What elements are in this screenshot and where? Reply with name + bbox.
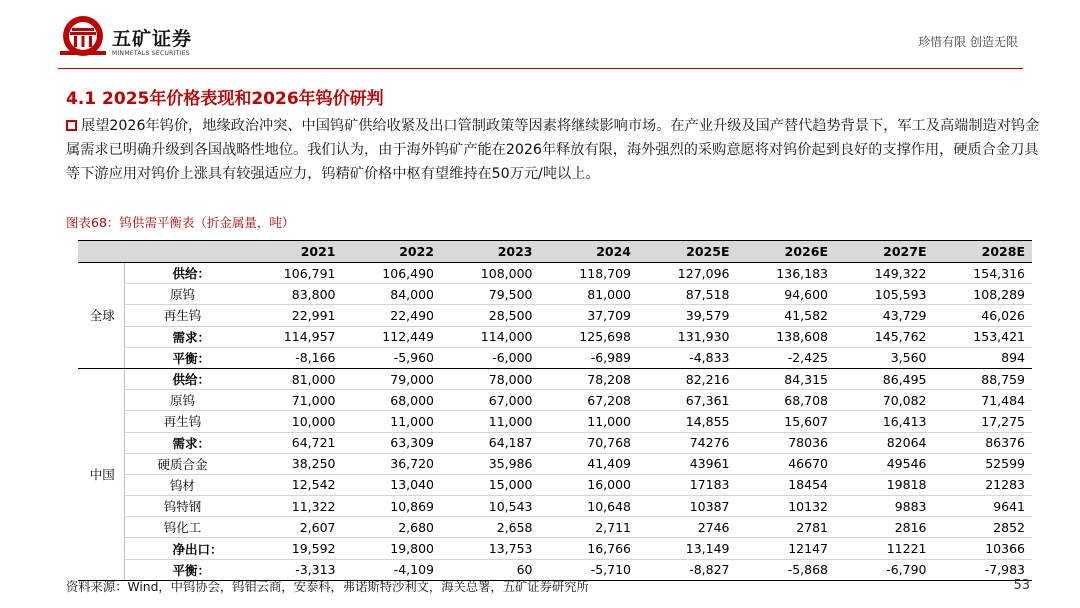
value-cell: 36,720 (343, 453, 442, 474)
bullet-square-icon (66, 120, 77, 131)
value-cell: 87,518 (638, 284, 737, 305)
tungsten-balance-table (78, 240, 1032, 581)
value-cell: 11,000 (441, 411, 540, 432)
value-cell: -5,710 (540, 559, 639, 580)
row-label: 需求： (124, 326, 244, 347)
value-cell: 15,000 (441, 474, 540, 495)
row-label-text: 钨材 (169, 477, 195, 493)
row-label-text: 再生钨 (163, 414, 202, 430)
table-row (78, 474, 1032, 495)
value-cell: 15,607 (737, 411, 836, 432)
table-row (78, 411, 1032, 432)
value-cell: 46670 (737, 453, 836, 474)
value-cell: 11221 (835, 538, 934, 559)
value-cell: -7,983 (934, 559, 1033, 580)
table-header-row (78, 241, 1032, 263)
value-cell: -5,960 (343, 347, 442, 368)
value-cell: 35,986 (441, 453, 540, 474)
value-cell: 2,658 (441, 517, 540, 538)
value-cell: 86376 (934, 432, 1033, 453)
value-cell: 12,542 (244, 474, 343, 495)
value-cell: 71,484 (934, 390, 1033, 411)
value-cell: 22,490 (343, 305, 442, 326)
row-label: 净出口： (124, 538, 244, 559)
value-cell: -5,868 (737, 559, 836, 580)
row-label (124, 474, 244, 495)
value-cell: 114,000 (441, 326, 540, 347)
source-note: 资料来源：Wind，中钨协会，钨钼云商，安泰科，弗诺斯特沙利文，海关总署，五矿证券研究所 (66, 580, 589, 594)
table-row (78, 496, 1032, 517)
value-cell: 10132 (737, 496, 836, 517)
value-cell: 67,361 (638, 390, 737, 411)
value-cell: -8,827 (638, 559, 737, 580)
section-title: 4.1 2025年价格表现和2026年钨价研判 (66, 89, 384, 109)
value-cell: 46,026 (934, 305, 1033, 326)
value-cell: -6,989 (540, 347, 639, 368)
row-label (124, 284, 244, 305)
value-cell: 17183 (638, 474, 737, 495)
value-cell: 22,991 (244, 305, 343, 326)
header-year: 2021 (244, 241, 343, 263)
value-cell: 2816 (835, 517, 934, 538)
summary-text: 展望2026年钨价，地缘政治冲突、中国钨矿供给收紧及出口管制政策等因素将继续影响市场。在产业升级及国产替代趋势背景下，军工及高端制造对钨金属需求已明确升级到各国战略性地位。我们认为，由于海外钨矿产能在2026年释放有限，海外强烈的采购意愿将对钨价起到良好的支撑作用，硬质合金刀具等下游应用对钨价上涨具有较强适应力，钨精矿价格中枢有望维持在50万元/吨以上。 (66, 118, 1040, 182)
value-cell: 125,698 (540, 326, 639, 347)
value-cell: 43,729 (835, 305, 934, 326)
value-cell: -4,833 (638, 347, 737, 368)
value-cell: 149,322 (835, 263, 934, 284)
value-cell: 10,869 (343, 496, 442, 517)
value-cell: 136,183 (737, 263, 836, 284)
value-cell: 3,560 (835, 347, 934, 368)
brand-name: 五矿证券 (112, 28, 193, 50)
value-cell: 13,040 (343, 474, 442, 495)
value-cell: 67,208 (540, 390, 639, 411)
value-cell: 63,309 (343, 432, 442, 453)
table-row (78, 263, 1032, 284)
value-cell: 41,409 (540, 453, 639, 474)
value-cell: 43961 (638, 453, 737, 474)
value-cell: 71,000 (244, 390, 343, 411)
value-cell: 83,800 (244, 284, 343, 305)
header-year: 2026E (737, 241, 836, 263)
value-cell: 74276 (638, 432, 737, 453)
summary-paragraph (66, 114, 1041, 186)
value-cell: 14,855 (638, 411, 737, 432)
header-divider (58, 68, 1023, 69)
value-cell: 79,500 (441, 284, 540, 305)
row-label (124, 305, 244, 326)
header-blank (124, 241, 244, 263)
value-cell: 82064 (835, 432, 934, 453)
row-label-text: 原钨 (169, 393, 195, 409)
row-label-text: 再生钨 (163, 308, 202, 324)
value-cell: 105,593 (835, 284, 934, 305)
value-cell: 79,000 (343, 368, 442, 389)
value-cell: 10,543 (441, 496, 540, 517)
row-label: 供给： (124, 263, 244, 284)
table-row (78, 368, 1032, 389)
value-cell: -3,313 (244, 559, 343, 580)
value-cell: 106,490 (343, 263, 442, 284)
value-cell: 18454 (737, 474, 836, 495)
value-cell: 64,721 (244, 432, 343, 453)
value-cell: -6,000 (441, 347, 540, 368)
value-cell: 114,957 (244, 326, 343, 347)
region-label: 中国 (78, 368, 124, 580)
table-body (78, 263, 1032, 581)
value-cell: 10,648 (540, 496, 639, 517)
value-cell: 86,495 (835, 368, 934, 389)
value-cell: 2746 (638, 517, 737, 538)
header-year: 2022 (343, 241, 442, 263)
value-cell: 67,000 (441, 390, 540, 411)
value-cell: 21283 (934, 474, 1033, 495)
table-row (78, 284, 1032, 305)
value-cell: 64,187 (441, 432, 540, 453)
value-cell: 2852 (934, 517, 1033, 538)
value-cell: 10,000 (244, 411, 343, 432)
value-cell: 138,608 (737, 326, 836, 347)
table-row (78, 538, 1032, 559)
region-label: 全球 (78, 263, 124, 369)
value-cell: 81,000 (540, 284, 639, 305)
row-label (124, 411, 244, 432)
value-cell: 16,000 (540, 474, 639, 495)
value-cell: 106,791 (244, 263, 343, 284)
value-cell: 894 (934, 347, 1033, 368)
value-cell: 41,582 (737, 305, 836, 326)
value-cell: 11,322 (244, 496, 343, 517)
value-cell: 9883 (835, 496, 934, 517)
minmetals-logo-icon (58, 14, 108, 58)
header-year: 2025E (638, 241, 737, 263)
value-cell: 16,413 (835, 411, 934, 432)
header-blank (78, 241, 124, 263)
row-label (124, 390, 244, 411)
value-cell: 88,759 (934, 368, 1033, 389)
value-cell: 9641 (934, 496, 1033, 517)
value-cell: 68,000 (343, 390, 442, 411)
value-cell: 17,275 (934, 411, 1033, 432)
row-label: 平衡： (124, 559, 244, 580)
value-cell: 19818 (835, 474, 934, 495)
header-year: 2024 (540, 241, 639, 263)
value-cell: 2,680 (343, 517, 442, 538)
value-cell: 70,082 (835, 390, 934, 411)
value-cell: 127,096 (638, 263, 737, 284)
row-label-text: 原钨 (169, 287, 195, 303)
row-label (124, 517, 244, 538)
value-cell: 78036 (737, 432, 836, 453)
row-label: 平衡： (124, 347, 244, 368)
value-cell: -6,790 (835, 559, 934, 580)
value-cell: 52599 (934, 453, 1033, 474)
value-cell: 94,600 (737, 284, 836, 305)
value-cell: 10387 (638, 496, 737, 517)
value-cell: 28,500 (441, 305, 540, 326)
value-cell: 11,000 (540, 411, 639, 432)
value-cell: 68,708 (737, 390, 836, 411)
row-label (124, 496, 244, 517)
row-label-text: 硬质合金 (157, 456, 208, 472)
page-number: 53 (1013, 578, 1030, 593)
value-cell: 153,421 (934, 326, 1033, 347)
value-cell: 78,208 (540, 368, 639, 389)
value-cell: 10366 (934, 538, 1033, 559)
value-cell: 60 (441, 559, 540, 580)
table-row (78, 517, 1032, 538)
value-cell: -4,109 (343, 559, 442, 580)
brand-subtitle: MINMETALS SECURITIES (112, 50, 190, 57)
header-slogan: 珍惜有限 创造无限 (918, 35, 1018, 49)
row-label: 需求： (124, 432, 244, 453)
value-cell: 70,768 (540, 432, 639, 453)
value-cell: 118,709 (540, 263, 639, 284)
table-row (78, 305, 1032, 326)
header-year: 2028E (934, 241, 1033, 263)
row-label: 供给： (124, 368, 244, 389)
row-label (124, 453, 244, 474)
value-cell: 16,766 (540, 538, 639, 559)
value-cell: 82,216 (638, 368, 737, 389)
table-caption: 图表68：钨供需平衡表（折金属量，吨） (66, 215, 295, 230)
header-year: 2023 (441, 241, 540, 263)
table-row (78, 326, 1032, 347)
value-cell: 2,711 (540, 517, 639, 538)
value-cell: 13,149 (638, 538, 737, 559)
value-cell: 19,592 (244, 538, 343, 559)
value-cell: 2781 (737, 517, 836, 538)
value-cell: 12147 (737, 538, 836, 559)
value-cell: 84,000 (343, 284, 442, 305)
row-label-text: 钨化工 (163, 520, 202, 536)
value-cell: 131,930 (638, 326, 737, 347)
value-cell: 154,316 (934, 263, 1033, 284)
value-cell: 108,000 (441, 263, 540, 284)
table-row (78, 453, 1032, 474)
table-row (78, 390, 1032, 411)
table-row (78, 432, 1032, 453)
row-label-text: 钨特钢 (163, 499, 202, 515)
value-cell: 39,579 (638, 305, 737, 326)
value-cell: 37,709 (540, 305, 639, 326)
value-cell: 112,449 (343, 326, 442, 347)
value-cell: 13,753 (441, 538, 540, 559)
value-cell: 84,315 (737, 368, 836, 389)
header-year: 2027E (835, 241, 934, 263)
value-cell: -2,425 (737, 347, 836, 368)
value-cell: 145,762 (835, 326, 934, 347)
value-cell: 78,000 (441, 368, 540, 389)
value-cell: 2,607 (244, 517, 343, 538)
value-cell: 11,000 (343, 411, 442, 432)
page-header (0, 0, 1080, 68)
value-cell: 81,000 (244, 368, 343, 389)
value-cell: 108,289 (934, 284, 1033, 305)
value-cell: 49546 (835, 453, 934, 474)
value-cell: 19,800 (343, 538, 442, 559)
value-cell: -8,166 (244, 347, 343, 368)
value-cell: 38,250 (244, 453, 343, 474)
table-row (78, 347, 1032, 368)
